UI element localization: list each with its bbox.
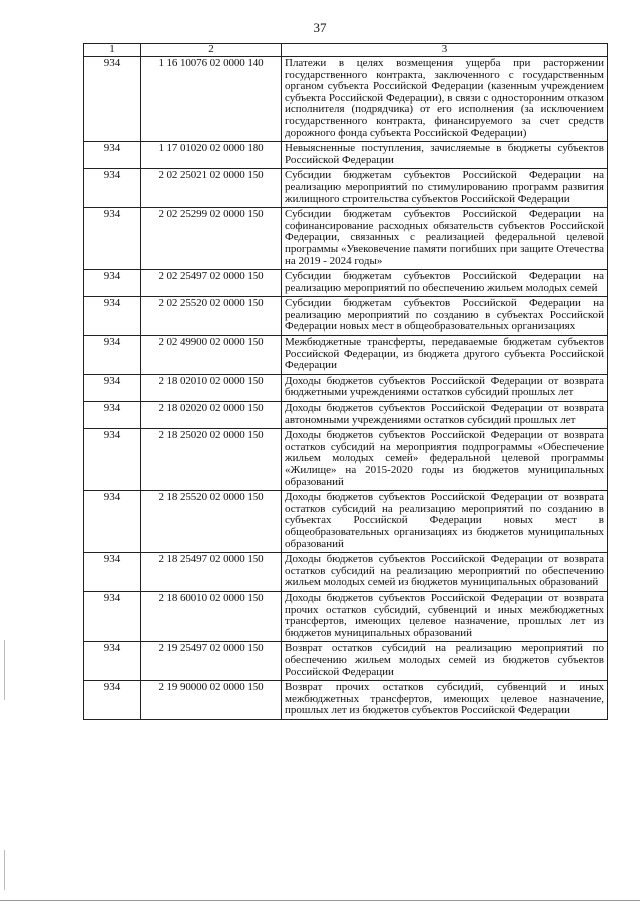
table-row xyxy=(84,270,608,297)
header-col-3: 3 xyxy=(282,44,608,57)
table-row xyxy=(84,591,608,641)
admin-code-cell: 934 xyxy=(84,336,141,375)
page-number: 37 xyxy=(313,20,327,35)
scan-edge-mark xyxy=(4,850,5,890)
budget-code-cell: 2 02 25021 02 0000 150 xyxy=(141,169,282,208)
admin-code-cell: 934 xyxy=(84,429,141,491)
description-cell: Субсидии бюджетам субъектов Российской Федерации на реализацию мероприятий по созданию в субъектах Российской Федерации новых мест в общеобразовательных организациях xyxy=(282,297,608,336)
table-body xyxy=(84,57,608,720)
budget-code-cell: 2 18 25020 02 0000 150 xyxy=(141,429,282,491)
table-row xyxy=(84,208,608,270)
header-col-2: 2 xyxy=(141,44,282,57)
description-cell: Возврат остатков субсидий на реализацию мероприятий по обеспечению жильем молодых семей из бюджетов субъектов Российской Федерации xyxy=(282,642,608,681)
description-cell: Доходы бюджетов субъектов Российской Федерации от возврата бюджетными учреждениями остатков субсидий прошлых лет xyxy=(282,374,608,401)
description-cell: Невыясненные поступления, зачисляемые в бюджеты субъектов Российской Федерации xyxy=(282,142,608,169)
description-cell: Платежи в целях возмещения ущерба при расторжении государственного контракта, заключенного с государственным органом субъекта Российской Федерации (казенным учреждением субъекта Российской Федерации), в связи с односторонним отказом исполнителя (подрядчика) от его исполнения (за исключением государственного контракта, финансируемого за счет средств дорожного фонда субъекта Российской Федерации) xyxy=(282,57,608,142)
budget-code-cell: 2 02 49900 02 0000 150 xyxy=(141,336,282,375)
admin-code-cell: 934 xyxy=(84,681,141,720)
budget-code-cell: 2 18 02010 02 0000 150 xyxy=(141,374,282,401)
table-row xyxy=(84,402,608,429)
budget-code-cell: 2 18 25520 02 0000 150 xyxy=(141,491,282,553)
budget-code-cell: 2 19 25497 02 0000 150 xyxy=(141,642,282,681)
table-row xyxy=(84,642,608,681)
description-cell: Доходы бюджетов субъектов Российской Федерации от возврата прочих остатков субсидий, субвенций и иных межбюджетных трансфертов, имеющих целевое назначение, прошлых лет из бюджетов муниципальных образований xyxy=(282,591,608,641)
admin-code-cell: 934 xyxy=(84,374,141,401)
admin-code-cell: 934 xyxy=(84,169,141,208)
admin-code-cell: 934 xyxy=(84,491,141,553)
table-row xyxy=(84,429,608,491)
table-row xyxy=(84,169,608,208)
header-col-1: 1 xyxy=(84,44,141,57)
table-row xyxy=(84,681,608,720)
admin-code-cell: 934 xyxy=(84,553,141,592)
budget-code-cell: 2 02 25520 02 0000 150 xyxy=(141,297,282,336)
budget-code-cell: 1 16 10076 02 0000 140 xyxy=(141,57,282,142)
budget-code-cell: 2 18 60010 02 0000 150 xyxy=(141,591,282,641)
description-cell: Доходы бюджетов субъектов Российской Федерации от возврата остатков субсидий на реализацию мероприятий по созданию в субъектах Российской Федерации новых мест в общеобразовательных организациях из бюджетов муниципальных образований xyxy=(282,491,608,553)
budget-code-cell: 2 02 25299 02 0000 150 xyxy=(141,208,282,270)
admin-code-cell: 934 xyxy=(84,591,141,641)
admin-code-cell: 934 xyxy=(84,208,141,270)
table-row xyxy=(84,553,608,592)
admin-code-cell: 934 xyxy=(84,402,141,429)
description-cell: Возврат прочих остатков субсидий, субвенций и иных межбюджетных трансфертов, имеющих целевое назначение, прошлых лет из бюджетов субъектов Российской Федерации xyxy=(282,681,608,720)
income-codes-table xyxy=(83,43,608,720)
description-cell: Субсидии бюджетам субъектов Российской Федерации на реализацию мероприятий по стимулированию программ развития жилищного строительства субъектов Российской Федерации xyxy=(282,169,608,208)
budget-code-cell: 1 17 01020 02 0000 180 xyxy=(141,142,282,169)
admin-code-cell: 934 xyxy=(84,642,141,681)
description-cell: Доходы бюджетов субъектов Российской Федерации от возврата остатков субсидий на мероприятия подпрограммы «Обеспечение жильем молодых семей» федеральной целевой программы «Жилище» на 2015-2020 годы из бюджетов муниципальных образований xyxy=(282,429,608,491)
table-row xyxy=(84,57,608,142)
admin-code-cell: 934 xyxy=(84,142,141,169)
scan-edge-mark xyxy=(4,640,5,700)
budget-code-cell: 2 19 90000 02 0000 150 xyxy=(141,681,282,720)
table-row xyxy=(84,336,608,375)
description-cell: Межбюджетные трансферты, передаваемые бюджетам субъектов Российской Федерации, из бюджета другого субъекта Российской Федерации xyxy=(282,336,608,375)
header-row xyxy=(84,44,608,57)
admin-code-cell: 934 xyxy=(84,270,141,297)
table-row xyxy=(84,491,608,553)
description-cell: Субсидии бюджетам субъектов Российской Федерации на софинансирование расходных обязательств субъектов Российской Федерации, связанных с реализацией федеральной целевой программы «Увековечение памяти погибших при защите Отечества на 2019 - 2024 годы» xyxy=(282,208,608,270)
scan-bottom-line xyxy=(0,900,640,901)
table-row xyxy=(84,142,608,169)
table-header xyxy=(84,44,608,57)
budget-code-cell: 2 02 25497 02 0000 150 xyxy=(141,270,282,297)
table-row xyxy=(84,297,608,336)
description-cell: Субсидии бюджетам субъектов Российской Федерации на реализацию мероприятий по обеспечению жильем молодых семей xyxy=(282,270,608,297)
budget-code-cell: 2 18 25497 02 0000 150 xyxy=(141,553,282,592)
admin-code-cell: 934 xyxy=(84,297,141,336)
table-row xyxy=(84,374,608,401)
description-cell: Доходы бюджетов субъектов Российской Федерации от возврата остатков субсидий на реализацию мероприятий по обеспечению жильем молодых семей из бюджетов муниципальных образований xyxy=(282,553,608,592)
admin-code-cell: 934 xyxy=(84,57,141,142)
description-cell: Доходы бюджетов субъектов Российской Федерации от возврата автономными учреждениями остатков субсидий прошлых лет xyxy=(282,402,608,429)
budget-code-cell: 2 18 02020 02 0000 150 xyxy=(141,402,282,429)
